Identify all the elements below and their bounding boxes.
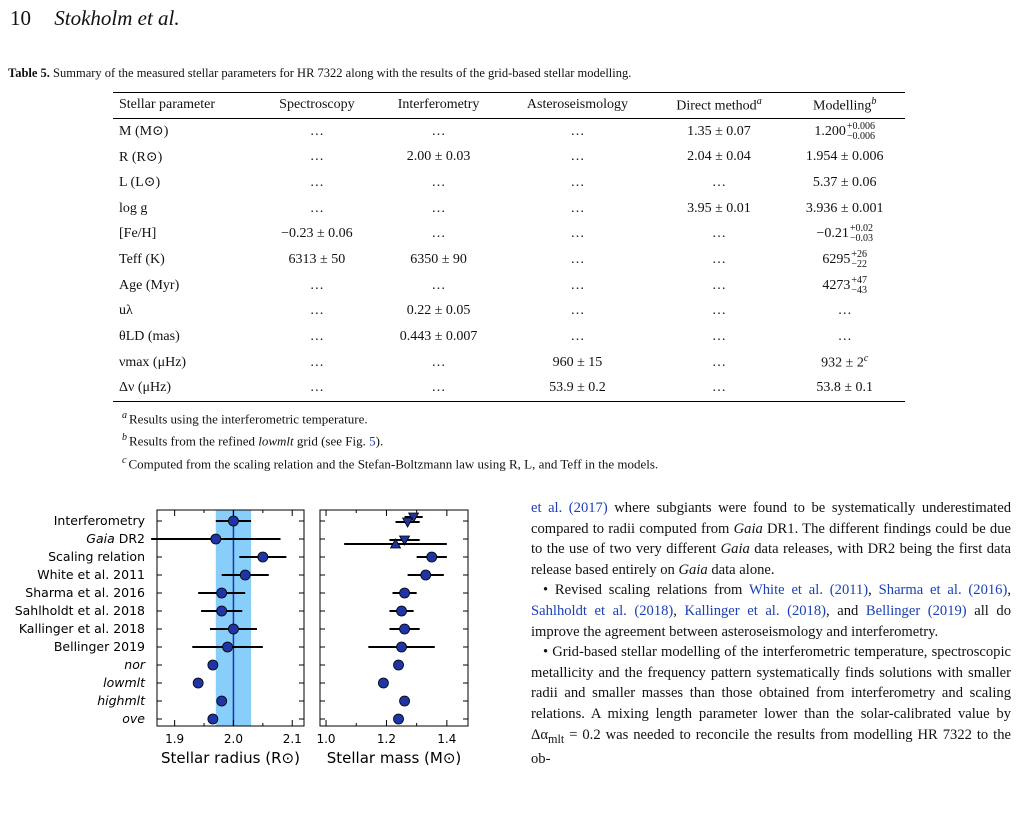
data-point xyxy=(394,660,404,670)
table-cell: 0.22 ± 0.05 xyxy=(406,303,471,319)
table-footnotes xyxy=(122,406,658,473)
table-cell: … xyxy=(431,174,446,190)
x-tick-label: 2.0 xyxy=(223,732,243,746)
table-cell: … xyxy=(711,329,726,344)
radius-axis-label: Stellar radius (R⊙) xyxy=(161,749,300,767)
table-cell: … xyxy=(570,123,585,139)
table-cell: 6313 ± 50 xyxy=(288,251,346,267)
param-name: Age (Myr) xyxy=(119,277,180,293)
category-label: Kallinger et al. 2018 xyxy=(18,621,145,636)
table-cell: … xyxy=(570,149,585,165)
table-cell: … xyxy=(711,354,726,370)
table-cell: 53.8 ± 0.1 xyxy=(784,376,905,402)
table-cell: −0.21 +0.02 −0.03 xyxy=(816,223,873,245)
table-row xyxy=(113,350,905,376)
body-text xyxy=(531,498,1011,770)
table-row xyxy=(113,196,905,222)
table-cell: … xyxy=(309,277,324,293)
data-point xyxy=(397,642,407,652)
table-row xyxy=(113,170,905,196)
table-cell: … xyxy=(309,303,324,319)
data-point xyxy=(193,678,203,688)
table-cell: … xyxy=(376,376,502,402)
citation-link[interactable]: Sharma et al. (2016) xyxy=(878,582,1008,599)
table-cell: 1.954 ± 0.006 xyxy=(805,149,884,165)
table-cell: … xyxy=(711,277,726,293)
table-cell: … xyxy=(309,174,324,190)
stellar-parameters-table xyxy=(113,92,905,402)
table-cell: 960 ± 15 xyxy=(552,354,603,370)
radius-mass-comparison-figure xyxy=(0,490,520,825)
table-cell: … xyxy=(837,329,852,344)
col-header: Asteroseismology xyxy=(501,93,653,119)
data-point xyxy=(223,642,233,652)
data-point xyxy=(217,696,227,706)
param-name: M (M⊙) xyxy=(119,124,169,139)
table-cell: … xyxy=(258,376,376,402)
mass-axis-label: Stellar mass (M⊙) xyxy=(326,749,462,767)
paragraph: • Revised scaling relations from White et al. (2011), Sharma et al. (2016), Sahlholdt et al. (2018), Kallinger et al. (2018), and Bellinger (2019) all do improve the agreement between asteroseismology and interferometry. xyxy=(531,582,1012,640)
data-point xyxy=(211,534,221,544)
x-tick-label: 1.0 xyxy=(316,732,336,746)
category-label: Gaia DR2 xyxy=(86,531,145,546)
table-cell: … xyxy=(711,303,726,319)
table-caption-text: Summary of the measured stellar parameters for HR 7322 along with the results of the grid-based stellar modelling. xyxy=(53,66,632,80)
category-label: highmlt xyxy=(97,693,145,708)
table-cell: 53.9 ± 0.2 xyxy=(501,376,653,402)
table-cell: 1.35 ± 0.07 xyxy=(687,123,751,139)
page-header xyxy=(10,6,180,31)
table-cell: 1.200 +0.006 −0.006 xyxy=(814,120,876,142)
table-cell: 4273 +47 −43 xyxy=(822,274,868,296)
table-cell: … xyxy=(431,277,446,293)
table-cell: 2.04 ± 0.04 xyxy=(687,149,751,165)
data-point xyxy=(258,552,268,562)
data-point xyxy=(397,606,407,616)
table-cell: $932 \pm 2^c$ xyxy=(821,353,869,372)
data-point xyxy=(228,624,238,634)
data-point xyxy=(400,588,410,598)
x-tick-label: 1.2 xyxy=(376,732,396,746)
table-cell: 2.00 ± 0.03 xyxy=(406,149,471,165)
table-cell: … xyxy=(431,226,446,242)
table-cell: 6350 ± 90 xyxy=(410,251,467,267)
data-point xyxy=(394,714,404,724)
citation-link[interactable]: Kallinger et al. (2018) xyxy=(684,602,826,619)
x-tick-label: 1.4 xyxy=(437,732,457,746)
table-cell: … xyxy=(711,226,726,242)
table-cell: … xyxy=(653,376,784,402)
table-cell: … xyxy=(309,354,324,370)
table-cell: … xyxy=(309,200,324,216)
table-row xyxy=(113,324,905,350)
col-header: Stellar parameter xyxy=(113,93,258,119)
col-header: Direct method$^a$ xyxy=(653,93,784,119)
category-label: Interferometry xyxy=(53,513,145,528)
data-point xyxy=(400,624,410,634)
table-cell: … xyxy=(570,329,585,344)
table-cell: … xyxy=(837,303,852,319)
data-point xyxy=(427,552,437,562)
table-cell: … xyxy=(570,277,585,293)
data-point xyxy=(217,606,227,616)
category-label: White et al. 2011 xyxy=(37,567,145,582)
category-label: Scaling relation xyxy=(48,549,145,564)
col-header: Spectroscopy xyxy=(258,93,376,119)
param-name: Δν (μHz) xyxy=(113,376,258,402)
table-cell: … xyxy=(309,123,324,139)
category-label: Sharma et al. 2016 xyxy=(25,585,145,600)
table-cell: 5.37 ± 0.06 xyxy=(812,174,877,190)
data-point xyxy=(400,696,410,706)
paragraph: et al. (2017) where subgiants were found to be systematically underestimated compared to radii computed from Gaia DR1. The different findings could be due to the use of two very different Gaia data releases, with DR2 being the first data release based entirely on Gaia data alone. xyxy=(531,500,1012,578)
citation-link[interactable]: Bellinger (2019) xyxy=(865,602,967,619)
table-cell: … xyxy=(431,200,446,216)
table-cell: … xyxy=(309,329,324,344)
table-cell: … xyxy=(711,251,726,267)
table-cell: … xyxy=(570,303,585,319)
data-point xyxy=(208,714,218,724)
table-cell: 6295 +26 −22 xyxy=(822,248,868,270)
col-header: Interferometry xyxy=(376,93,502,119)
x-tick-label: 1.9 xyxy=(165,732,185,746)
citation-link[interactable]: Sahlholdt et al. (2018) xyxy=(531,602,674,619)
table-header-row xyxy=(113,93,905,119)
table-cell: … xyxy=(570,251,585,267)
table-cell: … xyxy=(711,174,726,190)
table-cell: … xyxy=(570,226,585,242)
category-label: Sahlholdt et al. 2018 xyxy=(14,603,145,618)
table-cell: −0.23 ± 0.06 xyxy=(281,226,353,242)
table-row xyxy=(113,144,905,170)
table-cell: 0.443 ± 0.007 xyxy=(399,329,478,344)
param-name: νmax (μHz) xyxy=(119,354,187,370)
data-point xyxy=(228,516,238,526)
table-cell: … xyxy=(431,123,446,139)
data-point xyxy=(217,588,227,598)
page-number: 10 xyxy=(10,6,31,30)
data-point xyxy=(240,570,250,580)
table-row xyxy=(113,221,905,247)
table-label: Table 5. xyxy=(8,66,50,80)
table-row xyxy=(113,118,905,144)
running-authors: Stokholm et al. xyxy=(54,6,180,30)
footnote: $^a$ Results using the interferometric temperature. xyxy=(122,410,368,427)
param-name: [Fe/H] xyxy=(119,226,157,242)
param-name: L (L⊙) xyxy=(119,175,161,191)
table-row xyxy=(113,376,905,402)
figure-link[interactable]: 5 xyxy=(369,433,376,449)
table-row xyxy=(113,247,905,273)
category-label: ove xyxy=(122,711,145,726)
param-name: Teff (K) xyxy=(119,251,165,267)
param-name: log g xyxy=(119,200,148,216)
col-header: Modelling$^b$ xyxy=(784,93,905,119)
category-label: nor xyxy=(124,657,145,672)
table-row xyxy=(113,273,905,299)
category-label: Bellinger 2019 xyxy=(53,639,145,654)
table-cell: 3.95 ± 0.01 xyxy=(687,200,751,216)
table-cell: 3.936 ± 0.001 xyxy=(805,200,884,216)
table-cell: … xyxy=(570,200,585,216)
footnote: $^c$ Computed from the scaling relation and the Stefan-Boltzmann law using R, L, and Teff in the models. xyxy=(122,454,659,471)
data-point xyxy=(421,570,431,580)
x-tick-label: 2.1 xyxy=(282,732,302,746)
paragraph: • Grid-based stellar modelling of the interferometric temperature, spectroscopic metallicity and the frequency pattern systematically finds solutions with smaller radii and smaller masses than those obtained from interferometry and scaling relations. A mixing length parameter lower than the solar-calibrated value by $\Delta\alpha_{mlt} = 0.2$ was needed to reconcile the results from modelling HR 7322 to the ob- xyxy=(531,644,1011,768)
table-cell: … xyxy=(570,174,585,190)
param-name: uλ xyxy=(119,303,133,319)
data-point xyxy=(378,678,388,688)
table-row xyxy=(113,298,905,324)
footnote: $^b$ Results from the refined lowmlt grid (see Fig. 5). xyxy=(122,432,384,449)
table-caption xyxy=(8,66,631,81)
table-cell: … xyxy=(309,149,324,165)
category-label: lowmlt xyxy=(103,675,145,690)
param-name: R (R⊙) xyxy=(119,149,163,165)
citation-link[interactable]: et al. (2017) xyxy=(531,500,608,516)
data-point xyxy=(208,660,218,670)
param-name: θLD (mas) xyxy=(119,329,180,344)
table-cell: … xyxy=(431,354,446,370)
citation-link[interactable]: White et al. (2011) xyxy=(748,582,869,599)
